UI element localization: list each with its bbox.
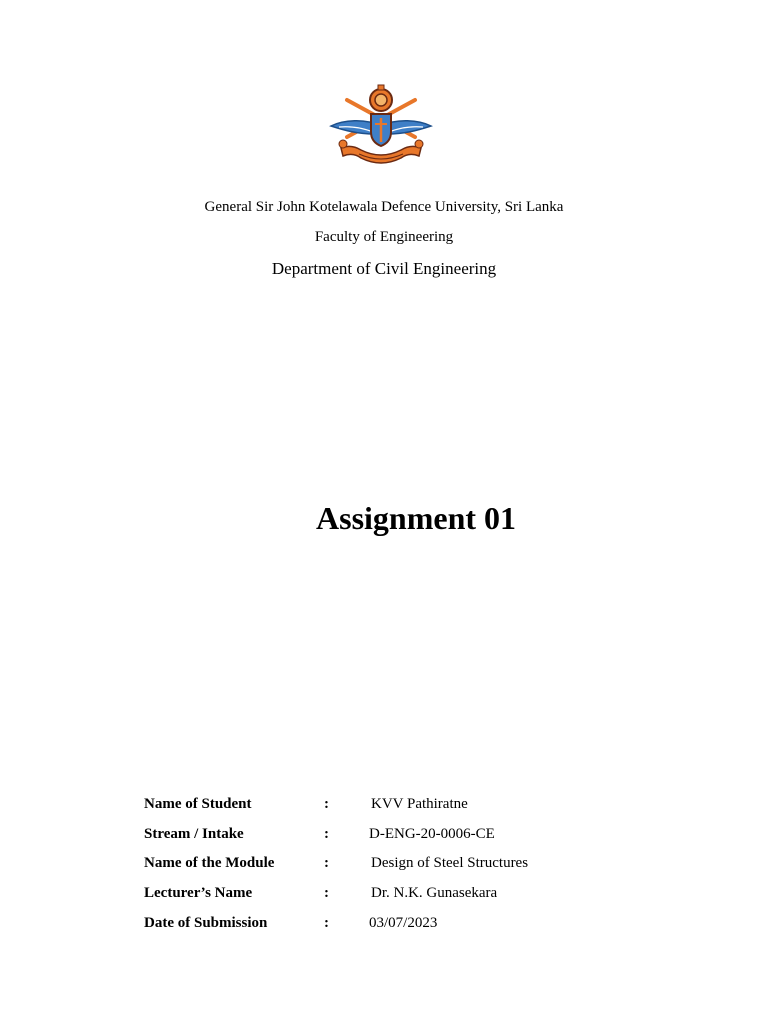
details-separator: : xyxy=(324,796,329,812)
faculty-name: Faculty of Engineering xyxy=(314,229,454,245)
university-crest-icon xyxy=(329,82,433,168)
details-label: Stream / Intake xyxy=(144,826,244,842)
details-label: Name of Student xyxy=(144,796,252,812)
assignment-title: Assignment 01 xyxy=(316,500,517,536)
details-row-date xyxy=(0,915,768,939)
details-label: Lecturer’s Name xyxy=(144,885,253,901)
details-value: 03/07/2023 xyxy=(369,915,438,931)
details-separator: : xyxy=(324,826,329,842)
details-row-lecturer xyxy=(0,885,768,909)
details-label: Date of Submission xyxy=(144,915,268,931)
details-label: Name of the Module xyxy=(144,855,275,871)
details-value: Design of Steel Structures xyxy=(371,855,529,871)
department-name: Department of Civil Engineering xyxy=(271,259,497,278)
university-name: General Sir John Kotelawala Defence University, Sri Lanka xyxy=(204,199,564,215)
details-separator: : xyxy=(324,855,329,871)
details-separator: : xyxy=(324,915,329,931)
details-value: KVV Pathiratne xyxy=(371,796,468,812)
details-separator: : xyxy=(324,885,329,901)
details-row-student xyxy=(0,796,768,820)
details-row-module xyxy=(0,855,768,879)
details-value: D-ENG-20-0006-CE xyxy=(369,826,495,842)
details-row-stream xyxy=(0,826,768,850)
details-value: Dr. N.K. Gunasekara xyxy=(371,885,498,901)
